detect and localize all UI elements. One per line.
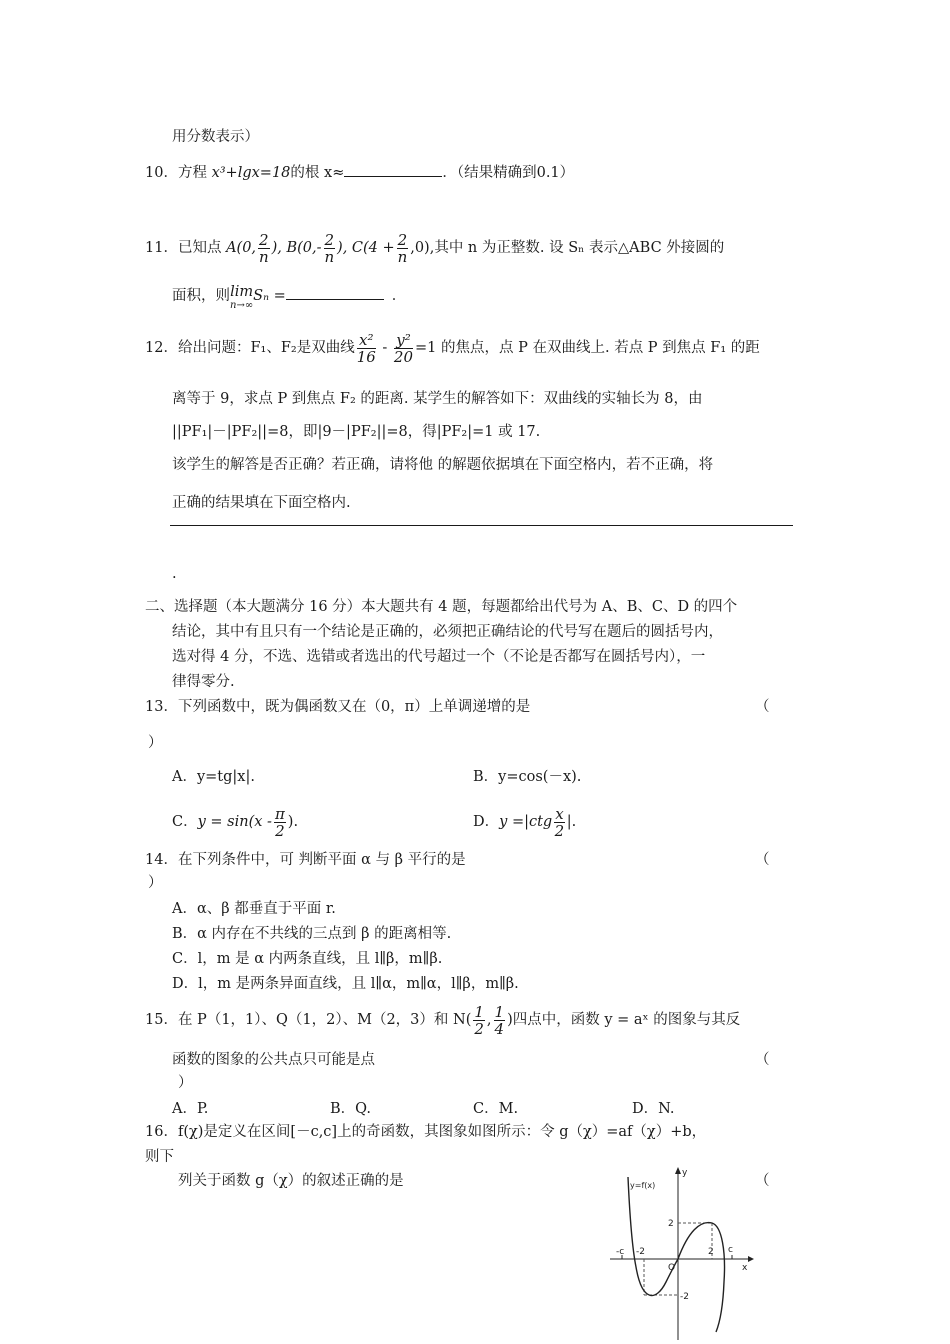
q12-line-5: 正确的结果填在下面空格内. (172, 495, 351, 511)
q14-option-c[interactable]: C．l，m 是 α 内两条直线，且 l∥β，m∥β. (172, 951, 443, 967)
q15-comma: , (486, 1012, 492, 1028)
origin-label: O (668, 1263, 676, 1273)
curve-label: y=f(x) (630, 1181, 656, 1190)
q15-line-2: 函数的图象的公共点只可能是点 (172, 1052, 375, 1068)
q11-frac-b: $\frac{2}{n}$ (324, 230, 335, 266)
q15-paren-open[interactable]: （ (755, 1052, 770, 1068)
question-10 (145, 162, 574, 182)
q13-paren-close: ） (148, 735, 163, 751)
tick-label-c: c (728, 1245, 733, 1255)
q11-tail: 其中 n 为正整数. 设 Sₙ 表示△ABC 外接圆的 (434, 240, 725, 256)
q14-option-b[interactable]: B．α 内存在不共线的三点到 β 的距离相等. (172, 926, 452, 942)
q11-frac-c: $\frac{2}{n}$ (397, 230, 408, 266)
x-axis-label: x (742, 1263, 748, 1273)
q16-paren-open[interactable]: （ (755, 1173, 770, 1189)
q11-frac-a: $\frac{2}{n}$ (258, 230, 269, 266)
tick-label-neg2: -2 (636, 1247, 645, 1257)
q9-tail: 用分数表示） (172, 129, 259, 145)
question-15 (145, 1000, 740, 1040)
function-graph (608, 1162, 758, 1342)
q11-point-a: A(0, (226, 240, 257, 256)
q12-frac-x: $\frac{\text{x²}}{16}$ (356, 330, 376, 366)
q10-text-b: 的根 x≈ (290, 165, 345, 181)
q12-dot: . (172, 566, 177, 582)
q11-line2-a: 面积，则 (172, 288, 230, 304)
q15-frac-1: $\frac{1}{2}$ (474, 1002, 484, 1038)
tick-label-y2: 2 (668, 1219, 674, 1229)
q16-line-2: 则下 (145, 1149, 174, 1165)
q15-stem-a: 15．在 P（1，1）、Q（1，2）、M（2，3）和 N( (145, 1012, 472, 1028)
q15-stem-b: )四点中，函数 y = aˣ 的图象与其反 (507, 1012, 741, 1028)
q16-line-1: 16．f(χ)是定义在区间[－c,c]上的奇函数，其图象如图所示：令 g（χ）=af（χ）+b， (145, 1124, 707, 1140)
q11-line2-c: ． (391, 288, 407, 304)
y-axis-label: y (682, 1168, 688, 1178)
q11-point-b: ), B(0,- (271, 240, 322, 256)
q14-paren-close: ） (148, 875, 163, 891)
question-12 (145, 328, 760, 368)
q13-option-d-post: |. (566, 814, 577, 830)
q10-text-c: ．（结果精确到0.1） (442, 165, 575, 181)
q11-line-2 (172, 285, 406, 313)
q13-stem: 13．下列函数中，既为偶函数又在（0，π）上单调递增的是 (145, 699, 531, 715)
tick-label-negc: -c (616, 1247, 625, 1257)
q13-option-d-label: D． (473, 814, 500, 830)
q16-line-3: 列关于函数 g（χ）的叙述正确的是 (178, 1173, 404, 1189)
q12-frac-y: $\frac{\text{y²}}{20}$ (393, 330, 414, 366)
x-axis-arrow (748, 1256, 754, 1262)
q13-option-c-label: C． (172, 814, 198, 830)
q11-line2-b: = (268, 288, 286, 304)
q12-line-3: ||PF₁|－|PF₂||=8，即|9－|PF₂||=8，得|PF₂|=1 或 17. (172, 424, 541, 440)
q10-expr: x³+lgx=18 (211, 165, 291, 181)
q11-point-c: ), C(4 + (337, 240, 395, 256)
q12-number: 12． (145, 340, 178, 356)
q13-option-d[interactable] (473, 802, 576, 842)
q12-line-2: 离等于 9，求点 P 到焦点 F₂ 的距离. 某学生的解答如下：双曲线的实轴长为 8，由 (172, 391, 703, 407)
q13-option-a[interactable]: A．y=tg|x|. (172, 769, 255, 785)
q13-option-c-frac: $\frac{\pi}{2}$ (274, 804, 285, 840)
q14-paren-open[interactable]: （ (755, 852, 770, 868)
q11-answer-blank[interactable] (286, 285, 384, 300)
y-axis-arrow (675, 1167, 681, 1174)
q12-minus: - (377, 340, 392, 356)
q10-answer-blank[interactable] (344, 162, 442, 177)
q15-paren-close: ） (178, 1075, 193, 1091)
section-2-line-1: 二、选择题（本大题满分 16 分）本大题共有 4 题，每题都给出代号为 A、B、C、D 的四个 (145, 599, 738, 615)
q11-point-c-post: ,0), (410, 240, 435, 256)
q13-option-c[interactable] (172, 802, 298, 842)
section-2-line-3: 选对得 4 分，不选、选错或者选出的代号超过一个（不论是否都写在圆括号内），一 (172, 649, 706, 665)
q15-option-d[interactable]: D．N. (632, 1101, 675, 1117)
q10-text-a: 方程 (177, 165, 212, 181)
q12-line-4: 该学生的解答是否正确？若正确，请将他 的解题依据填在下面空格内，若不正确，将 (172, 457, 714, 473)
section-2-line-4: 律得零分. (172, 674, 235, 690)
q15-frac-2: $\frac{1}{4}$ (494, 1002, 505, 1038)
q13-option-d-pre: y =|ctg (499, 814, 553, 830)
q15-option-c[interactable]: C．M. (473, 1101, 519, 1117)
q13-option-b[interactable]: B．y=cos(－x). (473, 769, 582, 785)
q11-number: 11． (145, 240, 178, 256)
q11-lead: 已知点 (177, 240, 227, 256)
section-2-line-2: 结论，其中有且只有一个结论是正确的，必须把正确结论的代号写在题后的圆括号内， (172, 624, 723, 640)
q13-paren-open[interactable]: （ (755, 699, 770, 715)
tick-label-2: 2 (708, 1247, 714, 1257)
q13-option-c-post: ). (287, 814, 299, 830)
q13-option-d-frac: $\frac{x}{2}$ (554, 804, 565, 840)
tick-label-yneg2: -2 (680, 1292, 689, 1302)
q10-number: 10． (145, 165, 178, 181)
q12-answer-line[interactable] (170, 525, 793, 526)
q11-sn: Sₙ (253, 288, 269, 304)
q14-option-d[interactable]: D．l，m 是两条异面直线，且 l∥α，m∥α，l∥β，m∥β. (172, 976, 519, 992)
q15-option-a[interactable]: A．P. (172, 1101, 209, 1117)
q12-line1-a: 给出问题：F₁、F₂是双曲线 (177, 340, 355, 356)
q14-option-a[interactable]: A．α、β 都垂直于平面 r. (172, 901, 336, 917)
q12-line1-b: =1 的焦点，点 P 在双曲线上. 若点 P 到焦点 F₁ 的距 (415, 340, 760, 356)
q11-lim: lim (230, 284, 254, 300)
q11-lim-sub: n→∞ (230, 300, 254, 311)
q13-option-c-pre: y = sin(x - (197, 814, 272, 830)
question-11 (145, 228, 724, 268)
q15-option-b[interactable]: B．Q. (330, 1101, 371, 1117)
q14-stem: 14．在下列条件中，可 判断平面 α 与 β 平行的是 (145, 852, 466, 868)
